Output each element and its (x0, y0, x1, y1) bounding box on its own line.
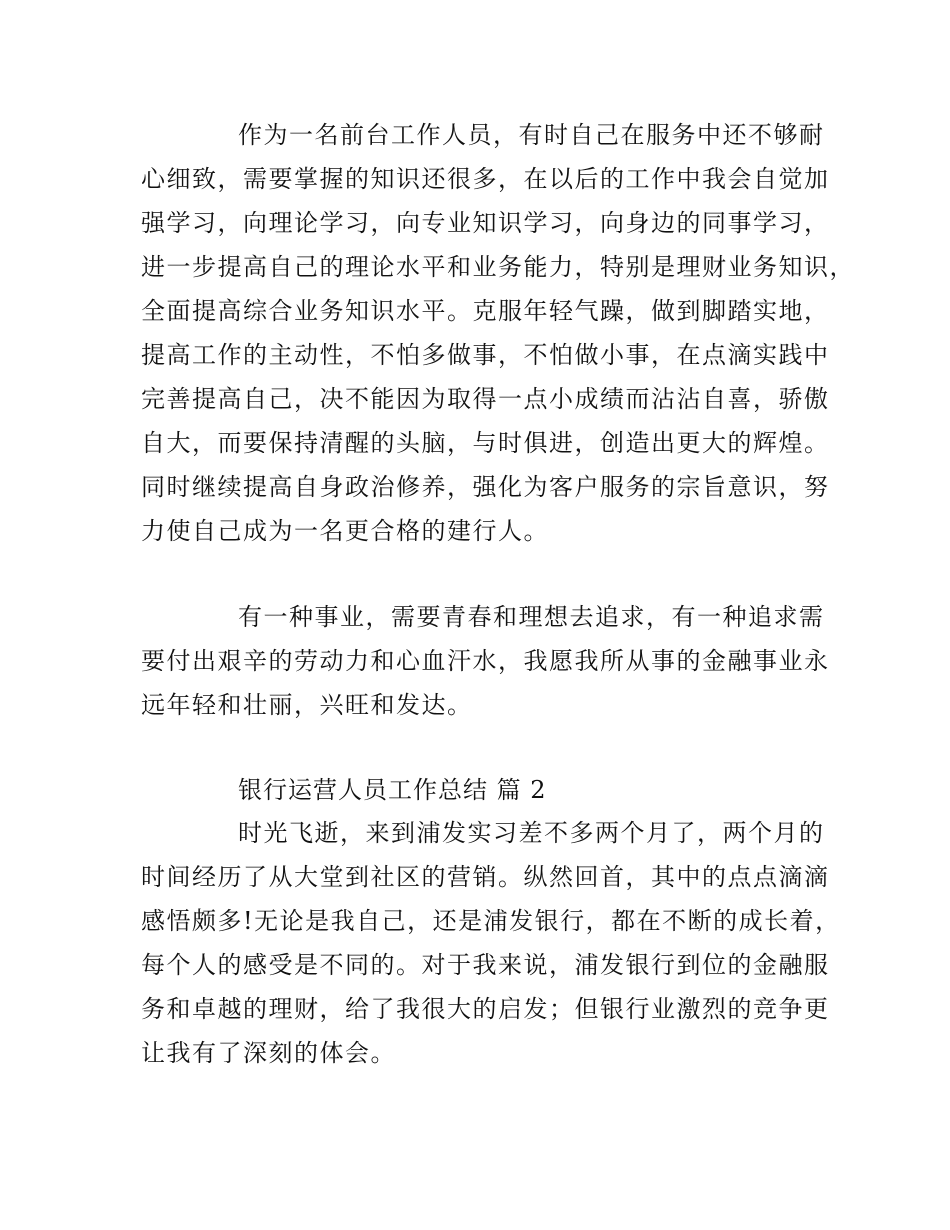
paragraph-1-line-3: 强学习，向理论学习，向专业知识学习，向身边的同事学习， (141, 209, 830, 237)
paragraph-1-line-8: 自大，而要保持清醒的头脑，与时俱进，创造出更大的辉煌。 (141, 429, 830, 457)
paragraph-1-line-7: 完善提高自己，决不能因为取得一点小成绩而沾沾自喜，骄傲 (141, 385, 830, 413)
section-heading: 银行运营人员工作总结 篇 2 (238, 776, 547, 804)
paragraph-3-line-4: 每个人的感受是不同的。对于我来说，浦发银行到位的金融服 (141, 951, 830, 979)
paragraph-1-line-5: 全面提高综合业务知识水平。克服年轻气躁，做到脚踏实地， (141, 297, 830, 325)
paragraph-3-line-6: 让我有了深刻的体会。 (141, 1039, 396, 1067)
paragraph-1-line-1: 作为一名前台工作人员，有时自己在服务中还不够耐 (238, 121, 825, 149)
paragraph-3-line-2: 时间经历了从大堂到社区的营销。纵然回首，其中的点点滴滴 (141, 863, 830, 891)
paragraph-3-line-5: 务和卓越的理财，给了我很大的启发；但银行业激烈的竞争更 (141, 995, 830, 1023)
paragraph-1-line-4: 进一步提高自己的理论水平和业务能力，特别是理财业务知识， (141, 253, 855, 281)
paragraph-1-line-6: 提高工作的主动性，不怕多做事，不怕做小事，在点滴实践中 (141, 341, 830, 369)
paragraph-3-line-1: 时光飞逝，来到浦发实习差不多两个月了，两个月的 (238, 819, 825, 847)
paragraph-1-line-9: 同时继续提高自身政治修养，强化为客户服务的宗旨意识，努 (141, 473, 830, 501)
paragraph-2-line-1: 有一种事业，需要青春和理想去追求，有一种追求需 (238, 603, 825, 631)
paragraph-2-line-3: 远年轻和壮丽，兴旺和发达。 (141, 691, 473, 719)
paragraph-2-line-2: 要付出艰辛的劳动力和心血汗水，我愿我所从事的金融事业永 (141, 647, 830, 675)
paragraph-1-line-2: 心细致，需要掌握的知识还很多，在以后的工作中我会自觉加 (141, 165, 830, 193)
paragraph-3-line-3: 感悟颇多!无论是我自己，还是浦发银行，都在不断的成长着， (141, 907, 841, 935)
paragraph-1-line-10: 力使自己成为一名更合格的建行人。 (141, 517, 549, 545)
